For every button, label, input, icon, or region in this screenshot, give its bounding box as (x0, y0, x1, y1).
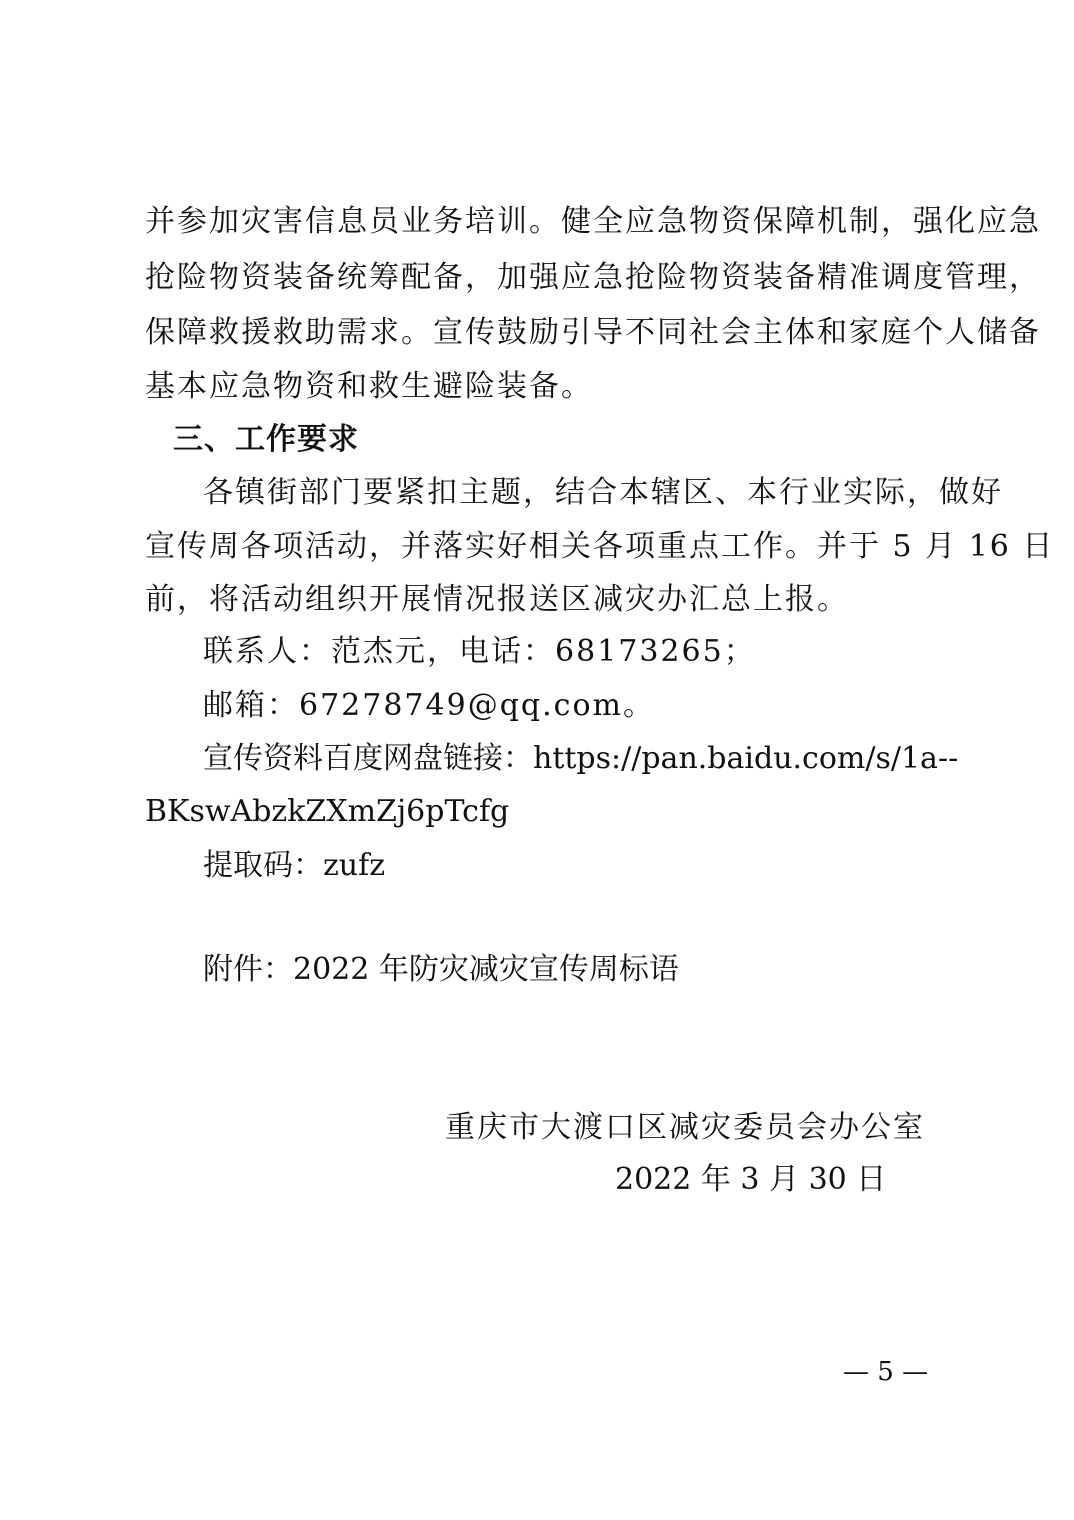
signature-org: 重庆市大渡口区减灾委员会办公室 (445, 1110, 925, 1145)
paragraph-1-line-4: 基本应急物资和救生避险装备。 (145, 369, 593, 404)
section-heading: 三、工作要求 (173, 422, 359, 457)
signature-date: 2022 年 3 月 30 日 (615, 1162, 887, 1197)
link-line-1: 宣传资料百度网盘链接：https://pan.baidu.com/s/1a-- (203, 741, 959, 776)
page-number: — 5 — (843, 1357, 929, 1387)
link-line-2: BKswAbzkZXmZj6pTcfg (145, 794, 510, 829)
email-line: 邮箱：67278749@qq.com。 (203, 688, 655, 723)
paragraph-2-line-3: 前，将活动组织开展情况报送区减灾办汇总上报。 (145, 582, 849, 617)
paragraph-1-line-1: 并参加灾害信息员业务培训。健全应急物资保障机制，强化应急 (145, 204, 1041, 239)
paragraph-1-line-3: 保障救援救助需求。宣传鼓励引导不同社会主体和家庭个人储备 (145, 315, 1041, 350)
attachment-line: 附件：2022 年防灾减灾宣传周标语 (203, 952, 679, 987)
contact-line: 联系人：范杰元，电话：68173265； (203, 634, 756, 669)
paragraph-2-line-2: 宣传周各项活动，并落实好相关各项重点工作。并于 5 月 16 日 (145, 529, 1055, 564)
paragraph-2-line-1: 各镇街部门要紧扣主题，结合本辖区、本行业实际，做好 (203, 475, 1003, 510)
paragraph-1-line-2: 抢险物资装备统筹配备，加强应急抢险物资装备精准调度管理， (145, 260, 1041, 295)
extraction-code: 提取码：zufz (203, 848, 386, 883)
